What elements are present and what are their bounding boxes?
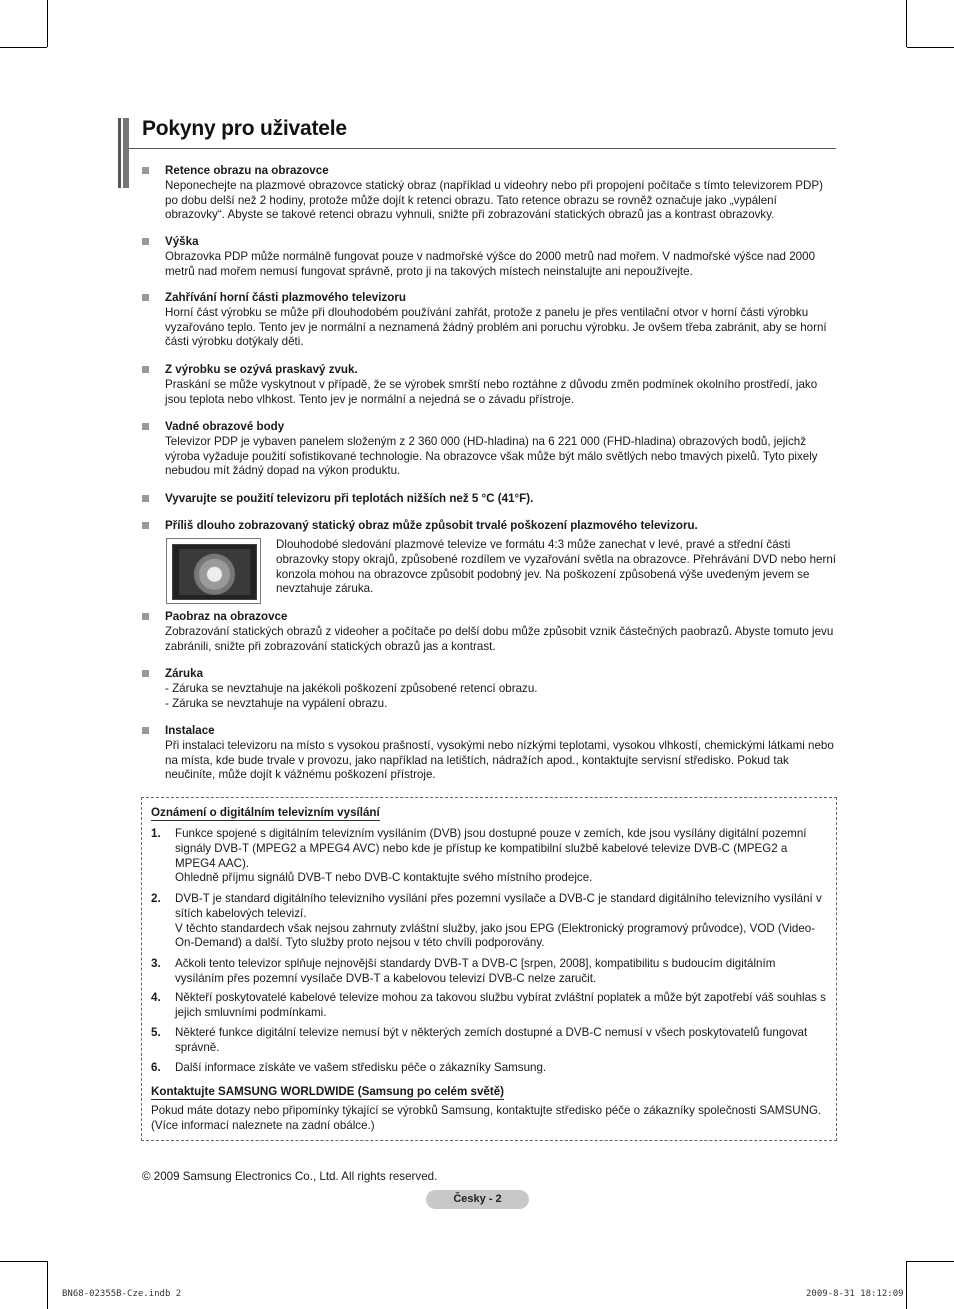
print-file-info: BN68-02355B-Cze.indb 2 bbox=[62, 1289, 182, 1299]
square-bullet-icon bbox=[142, 294, 149, 301]
print-timestamp: 2009-8-31 18:12:09 bbox=[806, 1289, 904, 1299]
notice-item-text: Některé funkce digitální televize nemusí být v některých zemích dostupné a DVB-C nemusí v všech poskytovatelů fungovat správně. bbox=[175, 1026, 808, 1054]
section-heading: Zahřívání horní části plazmového televizoru bbox=[165, 291, 406, 304]
section-retence bbox=[142, 164, 834, 223]
crop-mark bbox=[906, 0, 907, 47]
notice-item bbox=[151, 957, 827, 987]
section-body: Horní část výrobku se může při dlouhodobém používání zahřát, protože z panelu je přes ventilační otvor v horní části výrobku vyzařováno teplo. Tento jev je normální a neznamená žádný problém ani poruchu výrobku. Je ovšem třeba zabránit, aby se horní části výrobku dotýkaly děti. bbox=[165, 305, 827, 349]
section-body: Praskání se může vyskytnout v případě, že se výrobek smrští nebo roztáhne z důvodu změn podmínek okolního prostředí, jako jsou teplota nebo vlhkost. Tento jev je normální a nejedná se o závadu přístroje. bbox=[165, 377, 818, 406]
section-instalace bbox=[142, 724, 834, 783]
section-body: Televizor PDP je vybaven panelem složeným z 2 360 000 (HD-hladina) na 6 221 000 (FHD-hladina) obrazových bodů, jejichž výroba vyžaduje použití sofistikované technologie. Na obrazovce však může být málo světlých nebo tmavých pixelů. Tyto pixely nebudou mít žádný dopad na výkon produktu. bbox=[165, 434, 818, 478]
section-heading: Retence obrazu na obrazovce bbox=[165, 164, 329, 177]
section-paobraz bbox=[142, 610, 834, 654]
crop-mark bbox=[906, 1261, 907, 1309]
square-bullet-icon bbox=[142, 522, 149, 529]
square-bullet-icon bbox=[142, 366, 149, 373]
notice-item-text: Další informace získáte ve vašem středisku péče o zákazníky Samsung. bbox=[175, 1061, 547, 1074]
notice-item-number: 2. bbox=[151, 892, 161, 905]
section-heading: Výška bbox=[165, 235, 199, 248]
digital-broadcast-notice bbox=[141, 797, 837, 1141]
section-body: Obrazovka PDP může normálně fungovat pouze v nadmořské výšce do 2000 metrů nad mořem. V nadmořské výšce nad 2000 metrů nad mořem nemusí fungovat správně, proto ji na takových místech neinstalujte ani nepoužívejte. bbox=[165, 249, 816, 278]
section-heading: Vyvarujte se použití televizoru při teplotách nižších než 5 °C (41°F). bbox=[165, 492, 534, 505]
notice-item-number: 5. bbox=[151, 1026, 161, 1039]
square-bullet-icon bbox=[142, 727, 149, 734]
section-vadne-body bbox=[142, 420, 834, 479]
header-accent-bar bbox=[118, 118, 129, 188]
crop-mark bbox=[0, 47, 47, 48]
notice-item-text: Ohledně příjmu signálů DVB-T nebo DVB-C kontaktujte svého místního prodejce. bbox=[175, 871, 593, 885]
section-zaruka bbox=[142, 667, 834, 711]
section-body: Dlouhodobé sledování plazmové televize ve formátu 4:3 může zanechat v levé, pravé a střední části obrazovky stopy okrajů, způsobené rozdílem ve vyzařování světla na obrazovce. Přehrávání DVD nebo herní konzola mohou na obrazovce způsobit podobný jev. Na poškození způsobená výše uvedeným jevem se nevztahuje záruka. bbox=[276, 538, 837, 596]
notice-item-text: V těchto standardech však nejsou zahrnuty zvláštní služby, jako jsou EPG (Elektronický programový průvodce), VOD (Video-On-Demand) a další. Tyto služby proto nejsou v této chvíli podporovány. bbox=[175, 921, 816, 950]
notice-item-number: 4. bbox=[151, 991, 161, 1004]
section-heading: Z výrobku se ozývá praskavý zvuk. bbox=[165, 363, 358, 376]
square-bullet-icon bbox=[142, 167, 149, 174]
notice-item-text: Funkce spojené s digitálním televizním vysíláním (DVB) jsou dostupné pouze v zemích, kde jsou vysílány digitální pozemní signály DVB-T (MPEG2 a MPEG4 AVC) nebo kde je přístup ke kompatibilní službě kabelové televize DVB-C (MPEG2 a MPEG4 AAC). bbox=[175, 827, 807, 870]
notice-item bbox=[151, 892, 827, 951]
section-body-line: - Záruka se nevztahuje na vypálení obrazu. bbox=[165, 696, 388, 710]
notice-item-number: 1. bbox=[151, 827, 161, 840]
square-bullet-icon bbox=[142, 670, 149, 677]
section-heading: Paobraz na obrazovce bbox=[165, 610, 288, 623]
notice-item-text: Někteří poskytovatelé kabelové televize mohou za takovou službu vybírat zvláštní poplatek a může být zapotřebí váš souhlas s jejich smluvními podmínkami. bbox=[175, 991, 826, 1019]
section-vyska bbox=[142, 235, 834, 279]
section-heading: Instalace bbox=[165, 724, 215, 737]
section-body-line: - Záruka se nevztahuje na jakékoli poškození způsobené retencí obrazu. bbox=[165, 681, 538, 695]
notice-item bbox=[151, 1061, 827, 1076]
crop-mark bbox=[47, 1261, 48, 1309]
section-body: Neponechejte na plazmové obrazovce statický obraz (například u videohry nebo při propojení počítače s tímto televizorem PDP) po dobu delší než 2 hodiny, protože může dojít k retenci obrazu. Tato retence obrazu se rovněž označuje jako „vypálení obrazovky“. Abyste se takové retenci obrazu vyhnuli, snižte při zobrazování statických obrazů jas a kontrast obrazovky. bbox=[165, 178, 823, 222]
notice-item-number: 6. bbox=[151, 1061, 161, 1074]
square-bullet-icon bbox=[142, 423, 149, 430]
notice-item bbox=[151, 991, 827, 1021]
copyright-text: © 2009 Samsung Electronics Co., Ltd. All rights reserved. bbox=[142, 1170, 438, 1183]
section-body: Při instalaci televizoru na místo s vysokou prašností, vysokými nebo nízkými teplotami, vysokou vlhkostí, chemickými látkami nebo na místa, kde bude trvale v provozu, jako například na letištích, nádražích apod., kontaktujte servisní středisko. Pokud tak neučiníte, může dojít k vážnému poškození přístroje. bbox=[165, 738, 834, 782]
section-body: Zobrazování statických obrazů z videoher a počítače po delší dobu může způsobit vznik částečných paobrazů. Abyste tomuto jevu zabránili, snižte při zobrazování statických obrazů jas a kontrast. bbox=[165, 624, 834, 653]
tv-screen-image bbox=[172, 544, 257, 600]
notice-item-number: 3. bbox=[151, 957, 161, 970]
crop-mark bbox=[47, 0, 48, 47]
flower-image bbox=[179, 549, 250, 595]
title-divider bbox=[129, 148, 836, 149]
square-bullet-icon bbox=[142, 613, 149, 620]
square-bullet-icon bbox=[142, 495, 149, 502]
section-heading: Příliš dlouho zobrazovaný statický obraz může způsobit trvalé poškození plazmového televizoru. bbox=[165, 519, 698, 532]
section-heading: Vadné obrazové body bbox=[165, 420, 285, 433]
notice-title: Oznámení o digitálním televizním vysílání bbox=[151, 806, 380, 819]
section-teploty bbox=[142, 492, 834, 507]
crop-mark bbox=[0, 1261, 47, 1262]
section-zahrivani bbox=[142, 291, 834, 350]
section-praskavy-zvuk bbox=[142, 363, 834, 407]
crop-mark bbox=[907, 1261, 954, 1262]
square-bullet-icon bbox=[142, 238, 149, 245]
notice-item-text: Ačkoli tento televizor splňuje nejnovější standardy DVB-T a DVB-C [srpen, 2008], kompatibilitu s budoucím digitálním vysíláním přes pozemní vysílače DVB-T a kabelovou televizí DVB-C nelze zaručit. bbox=[175, 957, 776, 985]
page-number-badge: Česky - 2 bbox=[426, 1190, 529, 1209]
contact-title: Kontaktujte SAMSUNG WORLDWIDE (Samsung po celém světě) bbox=[151, 1085, 505, 1098]
section-heading: Záruka bbox=[165, 667, 204, 680]
tv-flower-illustration bbox=[166, 538, 261, 604]
section-staticky-obraz bbox=[142, 519, 834, 534]
crop-mark bbox=[907, 47, 954, 48]
notice-item bbox=[151, 827, 827, 886]
contact-text: Pokud máte dotazy nebo připomínky týkající se výrobků Samsung, kontaktujte středisko péče o zákazníky společnosti SAMSUNG. (Více informací naleznete na zadní obálce.) bbox=[151, 1104, 822, 1132]
page-title: Pokyny pro uživatele bbox=[142, 117, 347, 140]
notice-item bbox=[151, 1026, 827, 1056]
notice-item-text: DVB-T je standard digitálního televizního vysílání přes pozemní vysílače a DVB-C je standard digitálního televizního vysílání v sítích kabelových televizí. bbox=[175, 892, 822, 920]
